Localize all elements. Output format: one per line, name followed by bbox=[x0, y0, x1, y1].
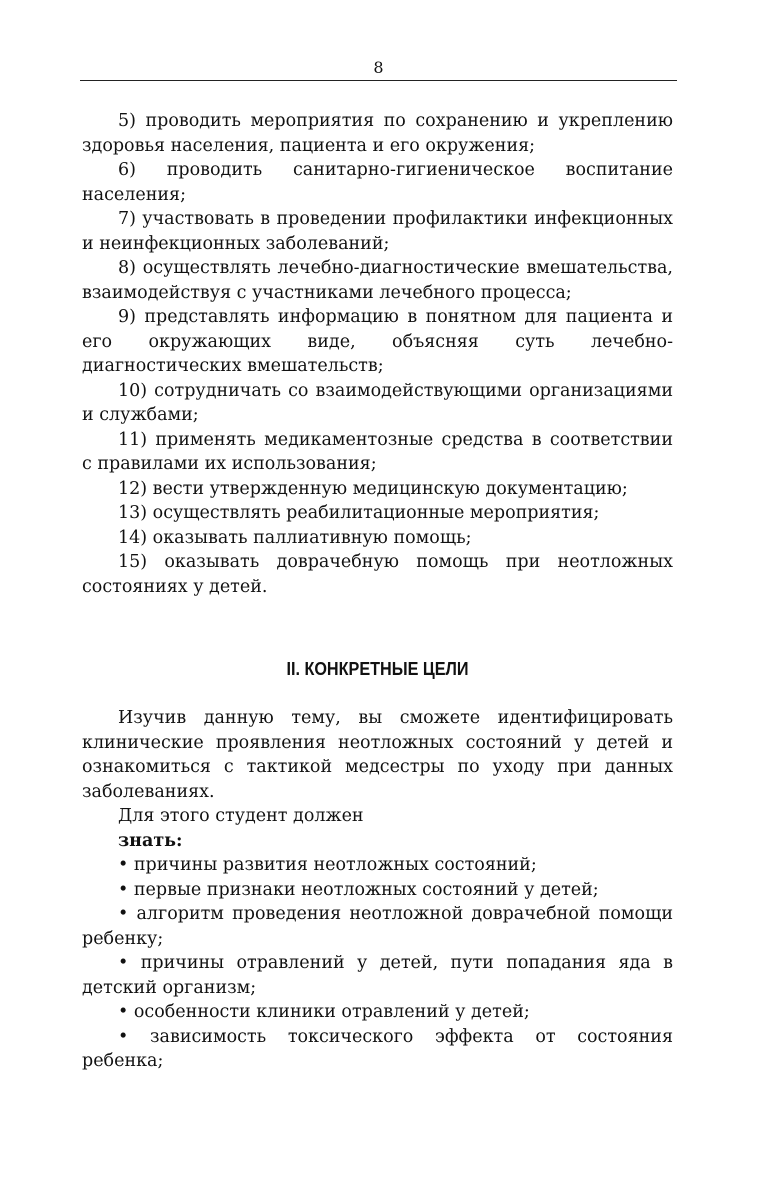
list-item: 11) применять медикаментозные средства в соответствии с правилами их использования; bbox=[82, 429, 673, 474]
list-item: 9) представлять информацию в понятном для пациента и его окружающих виде, объясняя суть лечебно-диагностических вмешательств; bbox=[82, 307, 673, 376]
bullet-item: • особенности клиники отравлений у детей; bbox=[118, 1002, 530, 1022]
know-label: знать: bbox=[118, 830, 183, 851]
list-item: 8) осуществлять лечебно-диагностические вмешательства, взаимодействуя с участниками лечебного процесса; bbox=[82, 258, 673, 303]
list-item: 7) участвовать в проведении профилактики инфекционных и неинфекционных заболеваний; bbox=[82, 209, 673, 254]
competencies-list bbox=[82, 109, 673, 599]
list-item: 15) оказывать доврачебную помощь при неотложных состояниях у детей. bbox=[82, 552, 673, 597]
bullet-item: • причины отравлений у детей, пути попадания яда в детский организм; bbox=[82, 953, 673, 998]
bullet-item: • причины развития неотложных состояний; bbox=[118, 855, 537, 875]
list-item: 13) осуществлять реабилитационные мероприятия; bbox=[118, 503, 600, 523]
intro-paragraph: Изучив данную тему, вы сможете идентифицировать клинические проявления неотложных состояний у детей и ознакомиться с тактикой медсестры по уходу при данных заболеваниях. bbox=[82, 708, 673, 802]
bullet-item: • зависимость токсического эффекта от состояния ребенка; bbox=[82, 1026, 673, 1071]
section-heading: II. КОНКРЕТНЫЕ ЦЕЛИ bbox=[286, 659, 469, 679]
bullet-item: • алгоритм проведения неотложной доврачебной помощи ребенку; bbox=[82, 904, 673, 949]
header-rule bbox=[80, 80, 677, 81]
bullet-item: • первые признаки неотложных состояний у детей; bbox=[118, 879, 599, 900]
list-item: 5) проводить мероприятия по сохранению и укреплению здоровья населения, пациента и его окружения; bbox=[82, 111, 673, 156]
list-item: 6) проводить санитарно-гигиеническое воспитание населения; bbox=[82, 160, 673, 205]
student-line: Для этого студент должен bbox=[118, 806, 364, 826]
list-item: 10) сотрудничать со взаимодействующими организациями и службами; bbox=[82, 380, 673, 425]
list-item: 14) оказывать паллиативную помощь; bbox=[118, 527, 472, 548]
page-number: 8 bbox=[373, 58, 384, 77]
list-item: 12) вести утвержденную медицинскую документацию; bbox=[118, 478, 628, 499]
section-body bbox=[82, 706, 673, 1074]
